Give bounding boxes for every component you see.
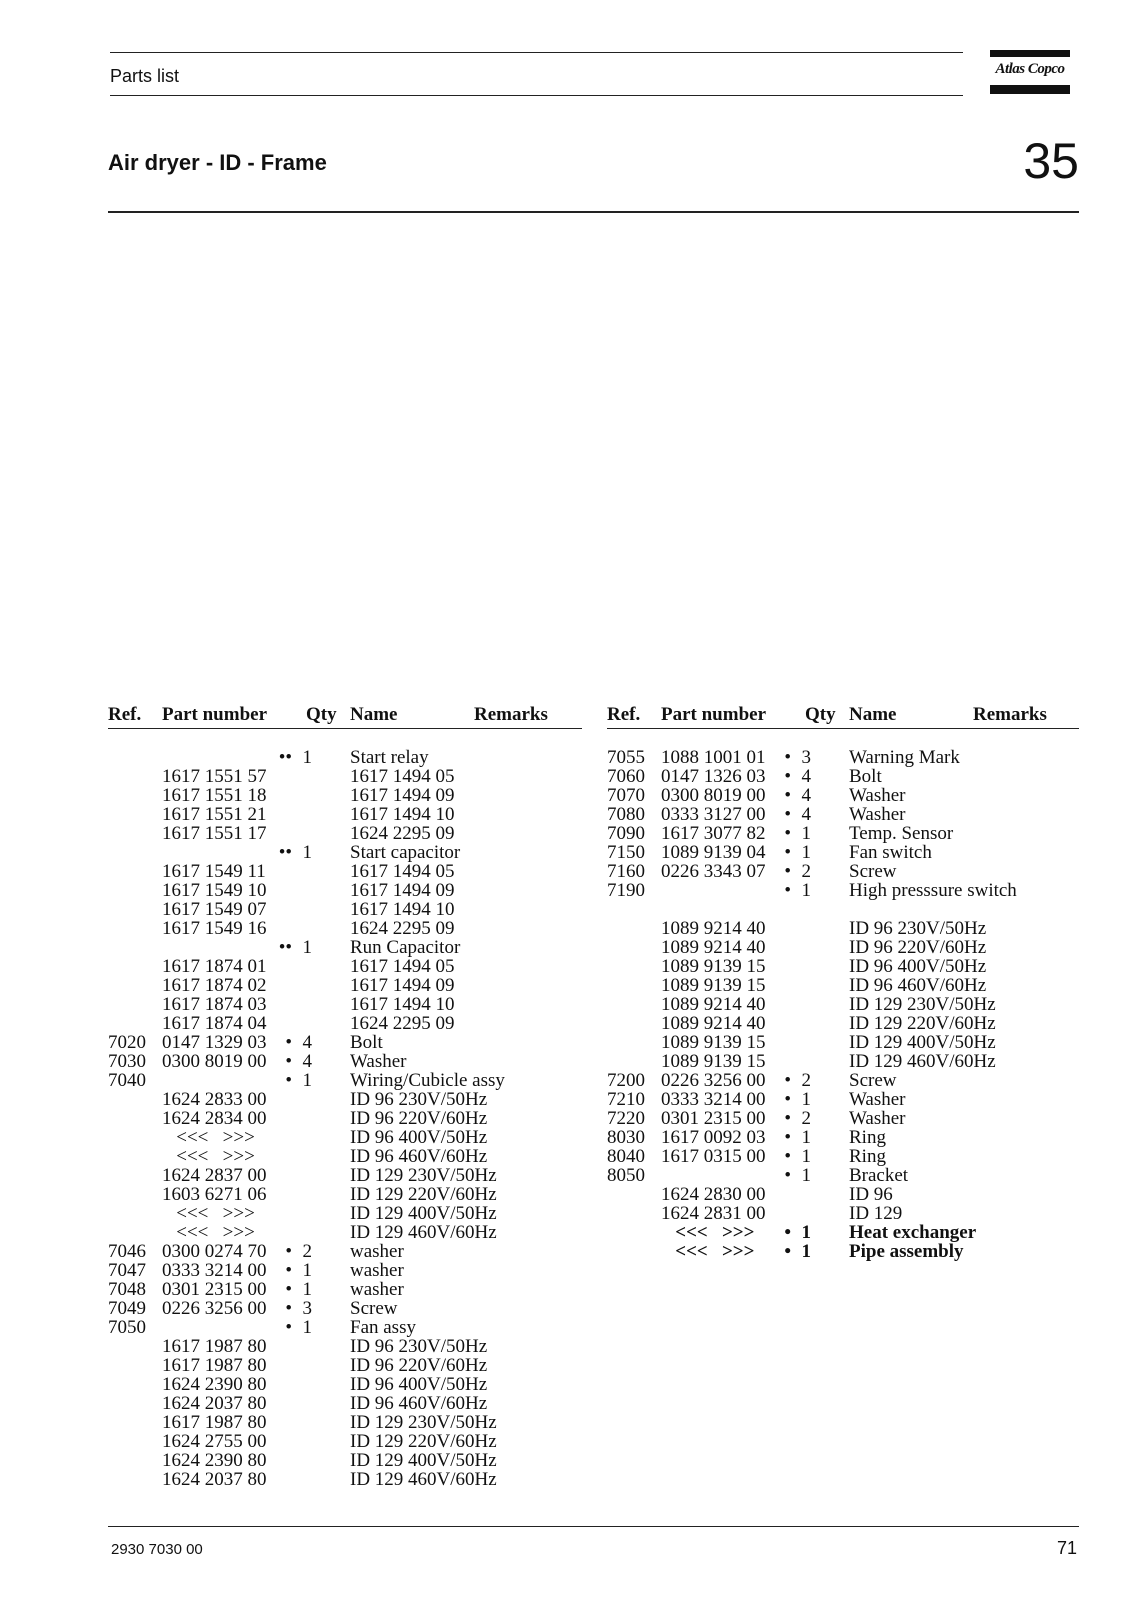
header-name: Name xyxy=(350,704,398,725)
row-part-number: 1617 1549 11 xyxy=(162,861,266,882)
table-row xyxy=(108,1356,582,1375)
row-part-number: 1089 9139 15 xyxy=(661,1032,766,1053)
row-part-number: 1617 0092 03 xyxy=(661,1127,766,1148)
row-part-number: 1089 9139 04 xyxy=(661,842,766,863)
row-bullet: • xyxy=(784,785,791,806)
table-row xyxy=(607,1128,1079,1147)
row-part-number: 1624 2830 00 xyxy=(661,1184,766,1205)
header-top-rule xyxy=(110,52,963,53)
table-row xyxy=(607,1147,1079,1166)
row-name: ID 96 400V/50Hz xyxy=(849,956,987,977)
row-name: 1617 1494 10 xyxy=(350,899,455,920)
table-row xyxy=(607,1223,1079,1242)
row-name: ID 96 230V/50Hz xyxy=(849,918,987,939)
footer-doc-number: 2930 7030 00 xyxy=(111,1541,203,1558)
row-qty: 1 xyxy=(801,1222,811,1243)
row-part-number: 1617 1549 10 xyxy=(162,880,267,901)
row-part-number: 1617 1874 03 xyxy=(162,994,267,1015)
row-name: Ring xyxy=(849,1146,886,1167)
row-part-number: 0333 3214 00 xyxy=(661,1089,766,1110)
row-bullet: • xyxy=(784,1089,791,1110)
row-name: Screw xyxy=(849,1070,897,1091)
row-name: Washer xyxy=(350,1051,407,1072)
table-row xyxy=(607,748,1079,767)
row-part-number: 0226 3343 07 xyxy=(661,861,766,882)
row-part-number: 0333 3214 00 xyxy=(162,1260,267,1281)
table-row xyxy=(108,1394,582,1413)
row-ref: 7055 xyxy=(607,747,645,768)
row-bullet: • xyxy=(784,1165,791,1186)
row-qty: 1 xyxy=(302,747,312,768)
table-row xyxy=(108,1128,582,1147)
row-name: ID 96 400V/50Hz xyxy=(350,1127,488,1148)
table-row xyxy=(607,1166,1079,1185)
row-bullet: • xyxy=(784,823,791,844)
table-header xyxy=(108,704,582,728)
row-part-number: 1617 1551 57 xyxy=(162,766,267,787)
row-name: Start relay xyxy=(350,747,429,768)
table-row xyxy=(108,881,582,900)
row-qty: 1 xyxy=(302,937,312,958)
row-part-number: 1624 2037 80 xyxy=(162,1469,267,1490)
row-part-number: 1617 1549 07 xyxy=(162,899,267,920)
row-name: Washer xyxy=(849,1108,906,1129)
table-row xyxy=(108,1470,582,1489)
table-row xyxy=(607,938,1079,957)
row-name: 1624 2295 09 xyxy=(350,1013,455,1034)
row-bullet: • xyxy=(285,1298,292,1319)
row-part-number: 0301 2315 00 xyxy=(162,1279,267,1300)
row-ref: 7150 xyxy=(607,842,645,863)
logo-text: Atlas Copco xyxy=(995,61,1065,77)
table-row xyxy=(108,1071,582,1090)
table-row xyxy=(108,1052,582,1071)
row-qty: 1 xyxy=(801,1146,811,1167)
row-qty: 4 xyxy=(801,766,811,787)
table-row xyxy=(108,1014,582,1033)
row-bullet: • xyxy=(784,766,791,787)
row-name: Washer xyxy=(849,804,906,825)
row-bullet: • xyxy=(784,1070,791,1091)
row-part-number: 1617 1987 80 xyxy=(162,1412,267,1433)
table-row xyxy=(108,1109,582,1128)
row-bullet: • xyxy=(285,1260,292,1281)
row-part-number: 1089 9139 15 xyxy=(661,975,766,996)
row-name: ID 96 220V/60Hz xyxy=(350,1108,488,1129)
row-bullet: • xyxy=(784,1146,791,1167)
row-name: ID 129 460V/60Hz xyxy=(350,1222,497,1243)
parts-table-right xyxy=(607,704,1079,1261)
row-bullet: • xyxy=(285,1279,292,1300)
section-number: 35 xyxy=(1023,133,1079,189)
table-row xyxy=(108,1299,582,1318)
row-name: ID 129 220V/60Hz xyxy=(849,1013,996,1034)
header-part-number: Part number xyxy=(162,704,268,725)
row-ref: 7048 xyxy=(108,1279,146,1300)
row-name: ID 129 220V/60Hz xyxy=(350,1184,497,1205)
row-ref: 7047 xyxy=(108,1260,146,1281)
row-part-number: 1089 9214 40 xyxy=(661,994,766,1015)
row-name: washer xyxy=(350,1241,404,1262)
row-bullet: • xyxy=(784,861,791,882)
row-ref: 7030 xyxy=(108,1051,146,1072)
row-part-number: <<< >>> xyxy=(661,1222,755,1243)
row-name: ID 96 230V/50Hz xyxy=(350,1336,488,1357)
row-name: Run Capacitor xyxy=(350,937,461,958)
table-row xyxy=(607,1109,1079,1128)
header-remarks: Remarks xyxy=(474,704,548,725)
row-qty: 4 xyxy=(801,804,811,825)
row-name: Ring xyxy=(849,1127,886,1148)
row-part-number: 1617 1551 18 xyxy=(162,785,267,806)
row-part-number: 1617 1874 01 xyxy=(162,956,267,977)
row-name: ID 96 460V/60Hz xyxy=(350,1146,488,1167)
row-qty: 3 xyxy=(302,1298,312,1319)
row-name: ID 129 400V/50Hz xyxy=(350,1450,497,1471)
table-row xyxy=(607,824,1079,843)
table-row xyxy=(108,1375,582,1394)
row-part-number: 1624 2834 00 xyxy=(162,1108,267,1129)
footer-rule xyxy=(108,1526,1079,1527)
row-name: Wiring/Cubicle assy xyxy=(350,1070,505,1091)
brand-logo xyxy=(990,50,1070,94)
table-row xyxy=(108,862,582,881)
row-ref: 7049 xyxy=(108,1298,146,1319)
row-part-number: 0226 3256 00 xyxy=(661,1070,766,1091)
header-ref: Ref. xyxy=(108,704,142,725)
row-ref: 7060 xyxy=(607,766,645,787)
table-row xyxy=(108,1166,582,1185)
row-qty: 4 xyxy=(302,1051,312,1072)
row-name: Bolt xyxy=(849,766,882,787)
table-row xyxy=(607,1204,1079,1223)
row-name: ID 129 xyxy=(849,1203,903,1224)
row-part-number: 1624 2390 80 xyxy=(162,1374,267,1395)
row-part-number: 1624 2837 00 xyxy=(162,1165,267,1186)
row-name: washer xyxy=(350,1279,404,1300)
row-ref: 7050 xyxy=(108,1317,146,1338)
row-qty: 1 xyxy=(801,1089,811,1110)
row-part-number: <<< >>> xyxy=(162,1203,255,1224)
table-row xyxy=(607,957,1079,976)
row-name: ID 96 xyxy=(849,1184,893,1205)
row-part-number: 1089 9139 15 xyxy=(661,956,766,977)
row-part-number: 0301 2315 00 xyxy=(661,1108,766,1129)
row-part-number: 1624 2833 00 xyxy=(162,1089,267,1110)
row-part-number: 1617 1551 21 xyxy=(162,804,267,825)
row-name: ID 129 400V/50Hz xyxy=(350,1203,497,1224)
row-bullet: •• xyxy=(278,747,292,768)
row-name: 1624 2295 09 xyxy=(350,823,455,844)
table-row xyxy=(607,805,1079,824)
row-part-number: 1089 9214 40 xyxy=(661,937,766,958)
row-bullet: • xyxy=(784,1108,791,1129)
row-part-number: 1624 2390 80 xyxy=(162,1450,267,1471)
header-label: Parts list xyxy=(110,66,180,86)
row-qty: 2 xyxy=(302,1241,312,1262)
table-row xyxy=(108,1090,582,1109)
row-name: ID 96 220V/60Hz xyxy=(849,937,987,958)
row-part-number: 1617 1551 17 xyxy=(162,823,267,844)
row-bullet: • xyxy=(784,747,791,768)
row-name: Bracket xyxy=(849,1165,909,1186)
header-bottom-rule xyxy=(110,95,963,96)
row-qty: 1 xyxy=(302,842,312,863)
row-name: ID 129 400V/50Hz xyxy=(849,1032,996,1053)
table-row xyxy=(108,1432,582,1451)
row-name: 1617 1494 09 xyxy=(350,880,455,901)
row-ref: 7020 xyxy=(108,1032,146,1053)
row-name: 1624 2295 09 xyxy=(350,918,455,939)
row-qty: 4 xyxy=(302,1032,312,1053)
table-row xyxy=(607,1071,1079,1090)
row-qty: 1 xyxy=(801,880,811,901)
table-row xyxy=(607,786,1079,805)
table-row xyxy=(108,1318,582,1337)
row-ref: 7210 xyxy=(607,1089,645,1110)
table-row xyxy=(108,1185,582,1204)
row-name: Pipe assembly xyxy=(849,1241,964,1262)
row-part-number: 1624 2755 00 xyxy=(162,1431,267,1452)
table-body xyxy=(108,748,582,1489)
table-row xyxy=(108,786,582,805)
footer-page-number: 71 xyxy=(1056,1538,1077,1558)
table-row xyxy=(607,843,1079,862)
row-name: Warning Mark xyxy=(849,747,960,768)
table-row xyxy=(108,843,582,862)
header-remarks: Remarks xyxy=(973,704,1047,725)
row-qty: 1 xyxy=(801,823,811,844)
row-part-number: 1089 9214 40 xyxy=(661,1013,766,1034)
table-row xyxy=(108,1242,582,1261)
row-bullet: • xyxy=(784,842,791,863)
row-name: 1617 1494 09 xyxy=(350,785,455,806)
row-ref: 7040 xyxy=(108,1070,146,1091)
row-ref: 8040 xyxy=(607,1146,645,1167)
table-row xyxy=(607,1090,1079,1109)
row-ref: 7190 xyxy=(607,880,645,901)
row-qty: 4 xyxy=(801,785,811,806)
table-row xyxy=(607,1033,1079,1052)
table-row xyxy=(108,805,582,824)
row-name: Washer xyxy=(849,785,906,806)
row-bullet: • xyxy=(784,804,791,825)
row-part-number: <<< >>> xyxy=(162,1146,255,1167)
table-body xyxy=(607,748,1079,1261)
row-name: ID 129 230V/50Hz xyxy=(350,1165,497,1186)
row-name: ID 129 230V/50Hz xyxy=(350,1412,497,1433)
row-qty: 1 xyxy=(302,1070,312,1091)
table-row xyxy=(108,995,582,1014)
table-row xyxy=(607,995,1079,1014)
table-row xyxy=(108,1413,582,1432)
row-part-number: 1617 1874 02 xyxy=(162,975,267,996)
table-row xyxy=(108,1033,582,1052)
row-name: Fan switch xyxy=(849,842,932,863)
table-row xyxy=(108,900,582,919)
row-bullet: • xyxy=(784,1222,791,1243)
row-name: Washer xyxy=(849,1089,906,1110)
row-part-number: 0300 8019 00 xyxy=(661,785,766,806)
row-part-number: 1624 2037 80 xyxy=(162,1393,267,1414)
row-name: Screw xyxy=(350,1298,398,1319)
row-bullet: • xyxy=(784,1241,791,1262)
row-name: Screw xyxy=(849,861,897,882)
row-part-number: 1089 9214 40 xyxy=(661,918,766,939)
row-part-number: 1617 1549 16 xyxy=(162,918,267,939)
row-ref: 7070 xyxy=(607,785,645,806)
row-name: High presssure switch xyxy=(849,880,1017,901)
row-bullet: • xyxy=(285,1032,292,1053)
row-name: ID 129 230V/50Hz xyxy=(849,994,996,1015)
table-row xyxy=(108,824,582,843)
row-bullet: • xyxy=(285,1317,292,1338)
row-qty: 1 xyxy=(801,1165,811,1186)
row-part-number: 1617 1987 80 xyxy=(162,1355,267,1376)
row-ref: 7160 xyxy=(607,861,645,882)
table-row xyxy=(108,1337,582,1356)
row-ref: 7046 xyxy=(108,1241,146,1262)
row-part-number: 1624 2831 00 xyxy=(661,1203,766,1224)
header-qty: Qty xyxy=(306,704,337,725)
table-row xyxy=(108,1223,582,1242)
row-name: ID 96 400V/50Hz xyxy=(350,1374,488,1395)
table-row xyxy=(607,976,1079,995)
row-name: 1617 1494 05 xyxy=(350,766,455,787)
row-qty: 2 xyxy=(801,861,811,882)
section-rule xyxy=(108,211,1079,213)
header-qty: Qty xyxy=(805,704,836,725)
table-row xyxy=(108,976,582,995)
row-part-number: 1617 0315 00 xyxy=(661,1146,766,1167)
row-name: Fan assy xyxy=(350,1317,416,1338)
row-bullet: • xyxy=(285,1241,292,1262)
table-row xyxy=(607,1052,1079,1071)
row-name: 1617 1494 05 xyxy=(350,861,455,882)
row-part-number: 0300 8019 00 xyxy=(162,1051,267,1072)
row-name: ID 96 460V/60Hz xyxy=(849,975,987,996)
row-name: ID 129 220V/60Hz xyxy=(350,1431,497,1452)
header-name: Name xyxy=(849,704,897,725)
row-qty: 1 xyxy=(801,1241,811,1262)
row-name: 1617 1494 09 xyxy=(350,975,455,996)
row-bullet: • xyxy=(285,1051,292,1072)
row-name: washer xyxy=(350,1260,404,1281)
row-name: ID 96 220V/60Hz xyxy=(350,1355,488,1376)
row-bullet: • xyxy=(285,1070,292,1091)
table-row xyxy=(108,1261,582,1280)
row-qty: 1 xyxy=(302,1317,312,1338)
row-part-number: 0226 3256 00 xyxy=(162,1298,267,1319)
table-header xyxy=(607,704,1079,728)
table-row xyxy=(108,957,582,976)
row-name: 1617 1494 10 xyxy=(350,804,455,825)
parts-table-left xyxy=(108,704,582,1489)
section-title: Air dryer - ID - Frame xyxy=(108,150,327,175)
row-part-number: <<< >>> xyxy=(661,1241,755,1262)
row-part-number: 0147 1326 03 xyxy=(661,766,766,787)
row-bullet: • xyxy=(784,1127,791,1148)
row-name: ID 129 460V/60Hz xyxy=(350,1469,497,1490)
row-bullet: •• xyxy=(278,842,292,863)
row-ref: 7200 xyxy=(607,1070,645,1091)
header-ref: Ref. xyxy=(607,704,641,725)
row-name: Temp. Sensor xyxy=(849,823,954,844)
table-row xyxy=(607,767,1079,786)
table-row xyxy=(108,1280,582,1299)
row-part-number: 1617 1874 04 xyxy=(162,1013,267,1034)
row-name: Bolt xyxy=(350,1032,383,1053)
row-name: ID 96 230V/50Hz xyxy=(350,1089,488,1110)
row-ref: 7080 xyxy=(607,804,645,825)
row-part-number: 1603 6271 06 xyxy=(162,1184,267,1205)
row-ref: 8050 xyxy=(607,1165,645,1186)
row-part-number: 0147 1329 03 xyxy=(162,1032,267,1053)
row-name: ID 129 460V/60Hz xyxy=(849,1051,996,1072)
row-ref: 8030 xyxy=(607,1127,645,1148)
table-row xyxy=(607,919,1079,938)
row-name: 1617 1494 05 xyxy=(350,956,455,977)
table-row xyxy=(607,862,1079,881)
table-row xyxy=(108,919,582,938)
row-part-number: 0300 0274 70 xyxy=(162,1241,267,1262)
row-qty: 1 xyxy=(801,1127,811,1148)
row-bullet: •• xyxy=(278,937,292,958)
row-bullet: • xyxy=(784,880,791,901)
row-part-number: <<< >>> xyxy=(162,1222,255,1243)
header-part-number: Part number xyxy=(661,704,767,725)
table-row xyxy=(607,881,1079,900)
row-part-number: 1617 3077 82 xyxy=(661,823,766,844)
row-ref: 7090 xyxy=(607,823,645,844)
table-row xyxy=(607,1014,1079,1033)
row-ref: 7220 xyxy=(607,1108,645,1129)
table-row xyxy=(108,1451,582,1470)
row-qty: 3 xyxy=(801,747,811,768)
row-qty: 1 xyxy=(801,842,811,863)
row-part-number: 0333 3127 00 xyxy=(661,804,766,825)
row-part-number: 1088 1001 01 xyxy=(661,747,766,768)
row-part-number: 1617 1987 80 xyxy=(162,1336,267,1357)
row-qty: 1 xyxy=(302,1260,312,1281)
row-name: 1617 1494 10 xyxy=(350,994,455,1015)
row-name: ID 96 460V/60Hz xyxy=(350,1393,488,1414)
table-row xyxy=(108,938,582,957)
table-header-rule xyxy=(108,728,582,729)
table-row xyxy=(108,1204,582,1223)
table-row xyxy=(108,748,582,767)
row-qty: 1 xyxy=(302,1279,312,1300)
row-name: Heat exchanger xyxy=(849,1222,977,1243)
table-row xyxy=(607,1242,1079,1261)
row-qty: 2 xyxy=(801,1108,811,1129)
row-name: Start capacitor xyxy=(350,842,461,863)
row-part-number: 1089 9139 15 xyxy=(661,1051,766,1072)
table-row xyxy=(607,1185,1079,1204)
row-part-number: <<< >>> xyxy=(162,1127,255,1148)
table-row xyxy=(108,767,582,786)
table-header-rule xyxy=(607,728,1079,729)
row-qty: 2 xyxy=(801,1070,811,1091)
table-row xyxy=(108,1147,582,1166)
table-row xyxy=(607,900,1079,919)
